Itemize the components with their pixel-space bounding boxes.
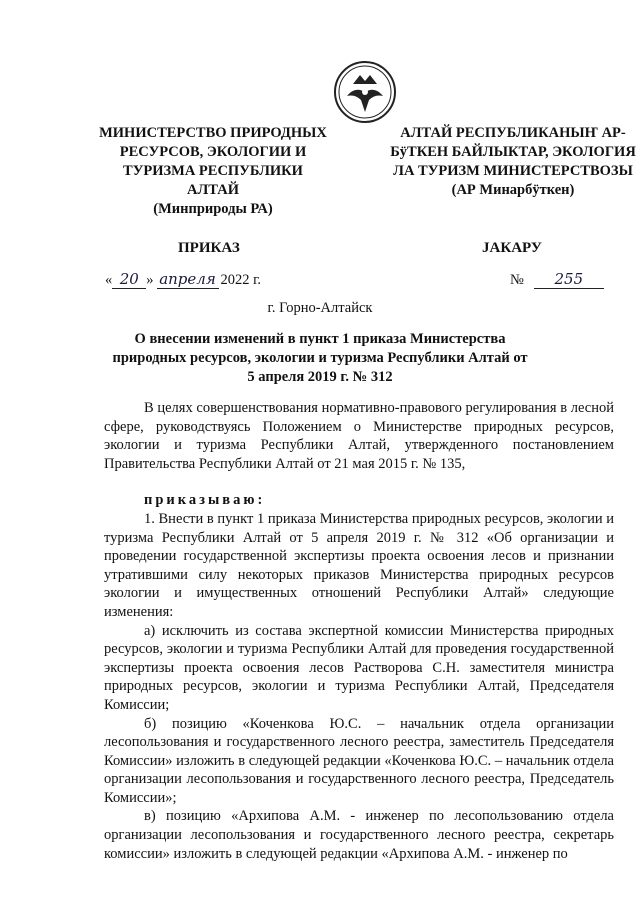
order-title: О внесении изменений в пункт 1 приказа Министерства природных ресурсов, экологии и туризма Республики Алтай от 5 апреля 2019 г. № 312 (112, 331, 528, 385)
doc-type-alt: JАКАРУ (482, 240, 542, 256)
order-number (510, 270, 604, 289)
ministry-name-alt: АЛТАЙ РЕСПУБЛИКАНЫҤ АР-БÿТКЕН БАЙЛЫКТАР, ЭКОЛОГИЯ ЛА ТУРИЗМ МИНИСТЕРСТВОЗЫ (390, 125, 636, 179)
item-1-paragraph: 1. Внести в пункт 1 приказа Министерства природных ресурсов, экологии и туризма Республики Алтай от 5 апреля 2019 г. № 312 «Об организации и проведении государственной экспертизы проекта освоения лесов и признании утратившими силу некоторых приказов Министерства природных ресурсов экологии и имущественных отношений Республики Алтай» следующие изменения: (104, 510, 614, 620)
altai-republic-emblem-icon (333, 60, 397, 124)
doc-type-ru: ПРИКАЗ (178, 240, 240, 256)
number-value: 255 (534, 270, 604, 289)
date-day: 20 (112, 270, 146, 289)
ministry-short-alt: (АР Минарбÿткен) (451, 182, 575, 198)
order-body (104, 399, 614, 863)
order-date (105, 270, 261, 289)
header-left (98, 124, 328, 219)
date-year: 2022 г. (220, 272, 262, 288)
number-label: № (510, 272, 524, 288)
subitem-a-paragraph: а) исключить из состава экспертной комиссии Министерства природных ресурсов, экологии и туризма Республики Алтай для проведения государственной экспертизы проекта освоения лесов Растворова С.Н. заместителя министра природных ресурсов, экологии и туризма Республики Алтай, Председателя Комиссии; (104, 622, 614, 713)
date-open-quote: « (105, 272, 113, 288)
ministry-name-ru: МИНИСТЕРСТВО ПРИРОДНЫХ РЕСУРСОВ, ЭКОЛОГИИ И ТУРИЗМА РЕСПУБЛИКИ АЛТАЙ (99, 125, 327, 198)
date-close-quote: » (146, 272, 154, 288)
city: г. Горно-Алтайск (267, 300, 373, 316)
header-right (390, 124, 636, 200)
preamble-paragraph: В целях совершенствования нормативно-правового регулирования в лесной сфере, руководствуясь Положением о Министерстве природных ресурсов, экологии и туризма Республики Алтай, утвержденного постановлением Правительства Республики Алтай от 21 мая 2015 г. № 135, (104, 400, 614, 472)
subitem-b-paragraph: б) позицию «Коченкова Ю.С. – начальник отдела организации лесопользования и государственного лесного реестра, заместитель Председателя Комиссии» изложить в следующей редакции «Коченкова Ю.С. – начальник отдела организации лесопользования и государственного лесного реестра, Председатель Комиссии»; (104, 715, 614, 806)
subitem-v-paragraph: в) позицию «Архипова А.М. - инженер по лесопользованию отдела организации лесопользования и государственного лесного реестра, секретарь комиссии» изложить в следующей редакции «Архипова А.М. - инженер по (104, 808, 614, 862)
ministry-short-ru: (Минприроды РА) (153, 201, 273, 217)
order-word: приказываю: (144, 492, 266, 509)
date-month: апреля (157, 270, 219, 289)
